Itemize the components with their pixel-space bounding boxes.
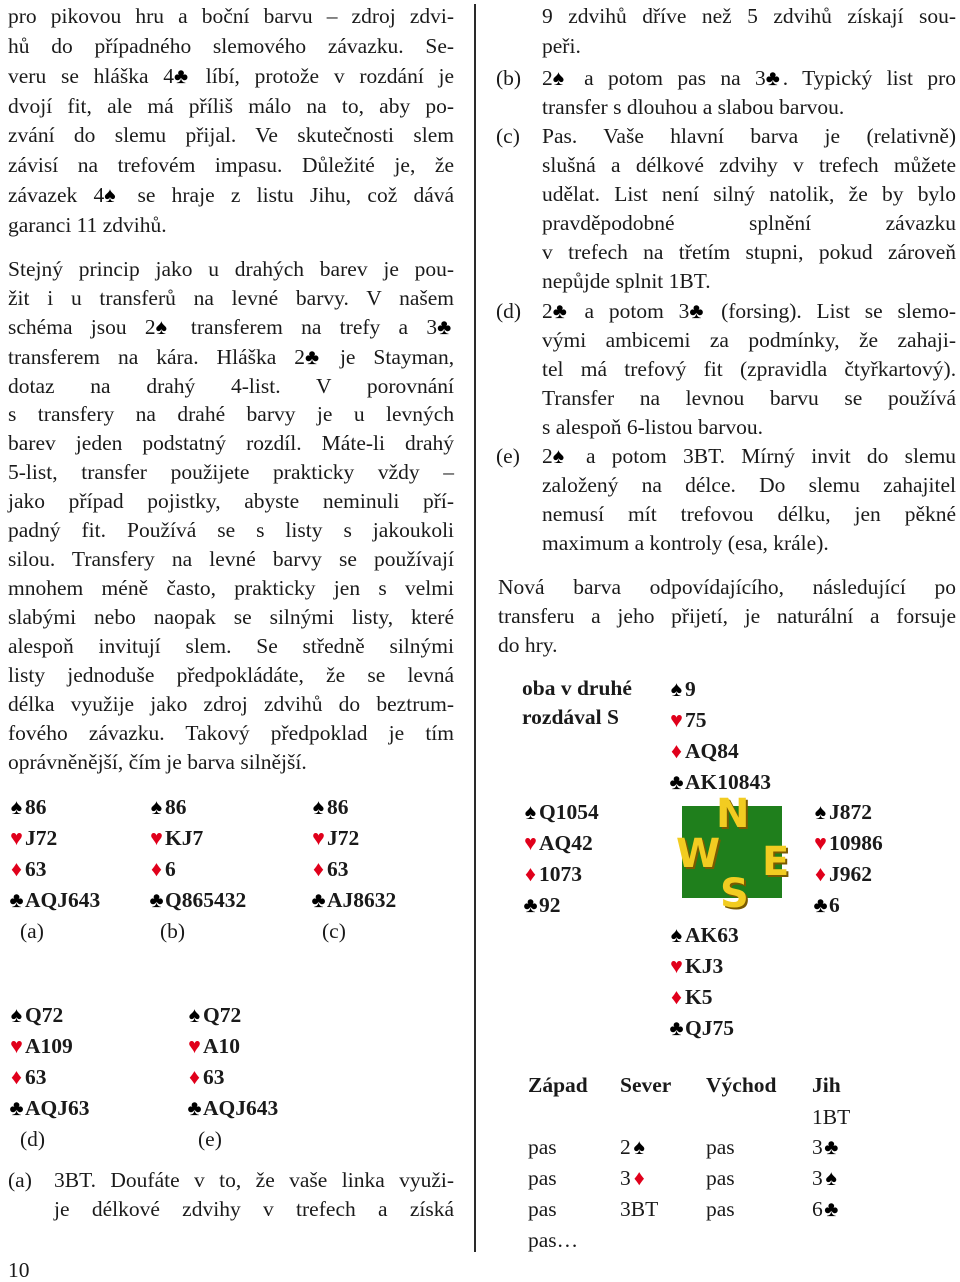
hand-clubs: [310, 886, 396, 914]
spade-icon: ♠: [552, 444, 565, 468]
hand-diamonds: [148, 855, 176, 883]
text-line: jako případ pojistky, abyste neminuli pří-: [8, 489, 455, 513]
club-icon: ♣: [9, 888, 24, 912]
hand-clubs: [186, 1094, 278, 1122]
hand-cards: 63: [25, 857, 47, 881]
answer-line: pravděpodobné splnění závazku: [542, 211, 957, 235]
answer-line: maximum a kontroly (esa, krále).: [542, 531, 829, 555]
spade-icon: ♠: [552, 66, 565, 90]
club-icon: ♣: [689, 299, 704, 323]
hand-clubs: [8, 886, 100, 914]
hand-label: (e): [198, 1127, 222, 1151]
hand-hearts: [8, 1032, 73, 1060]
answer-marker: (e): [496, 444, 520, 468]
answer-line: udělat. List není silný natolik, že by bylo: [542, 182, 956, 206]
text-line: silou. Transfery na levné barvy se používají: [8, 547, 454, 571]
hand-cards: AK10843: [685, 770, 771, 794]
club-icon: ♣: [174, 64, 189, 88]
text-line: slabými nebo naopak se silnými listy, které: [8, 605, 454, 629]
compass-north: N: [716, 791, 750, 837]
hand-cards: 9: [685, 677, 696, 701]
spade-icon: ♠: [814, 800, 827, 824]
auction-bid: 1BT: [812, 1105, 851, 1129]
hand-cards: AJ8632: [327, 888, 397, 912]
hand-cards: A109: [25, 1034, 73, 1058]
diamond-icon: ♦: [11, 1065, 22, 1089]
club-icon: ♣: [824, 1197, 839, 1221]
hand-cards: AQ42: [539, 831, 593, 855]
text-line: barev jeden podstatný rozdíl. Máte-li drahý: [8, 431, 455, 455]
hand-spades: [148, 793, 187, 821]
deal-label: rozdával S: [522, 705, 619, 729]
heart-icon: ♥: [814, 831, 827, 855]
text-line: transferem na kára. Hláška 2♣ je Stayman,: [8, 345, 455, 369]
north-hand-diamonds: [668, 737, 739, 765]
hand-cards: KJ3: [685, 954, 724, 978]
auction-bid: 3BT: [620, 1197, 659, 1221]
hand-cards: KJ7: [165, 826, 204, 850]
compass-south: S: [720, 871, 749, 917]
hand-hearts: [186, 1032, 240, 1060]
answer-line: Pas. Vaše hlavní barva je (relativně): [542, 124, 957, 148]
hand-spades: [186, 1001, 241, 1029]
text-line: s transfery na drahé barvy je u levných: [8, 402, 455, 426]
hand-cards: QJ75: [685, 1016, 734, 1040]
club-icon: ♣: [552, 299, 567, 323]
hand-cards: 10986: [829, 831, 883, 855]
text-line: veru se hláška 4♣ líbí, protože v rozdání je: [8, 64, 455, 88]
hand-cards: 75: [685, 708, 707, 732]
hand-cards: J72: [25, 826, 58, 850]
answer-line: vými ambicemi za podmínky, že zahaji-: [542, 328, 956, 352]
answer-line: 2♠ a potom pas na 3♣ . Typický list pro: [542, 66, 957, 90]
auction-header: Východ: [706, 1073, 777, 1097]
spade-icon: ♠: [633, 1135, 645, 1159]
text-line: délka využije jako zdroj zdvihů do beztrum-: [8, 692, 455, 716]
hand-cards: AQJ643: [25, 888, 101, 912]
spade-icon: ♠: [312, 795, 325, 819]
hand-cards: J962: [829, 862, 872, 886]
heart-icon: ♥: [670, 708, 683, 732]
hand-hearts: [8, 824, 57, 852]
club-icon: ♣: [813, 893, 828, 917]
compass-card: [676, 791, 790, 917]
diamond-icon: ♦: [671, 985, 682, 1009]
diamond-icon: ♦: [313, 857, 324, 881]
spade-icon: ♠: [670, 677, 683, 701]
west-hand-diamonds: [522, 860, 582, 888]
club-icon: ♣: [523, 893, 538, 917]
hand-cards: 86: [25, 795, 47, 819]
compass-east: E: [762, 839, 790, 885]
answer-line: Transfer na levnou barvu se používá: [542, 386, 957, 410]
north-hand-hearts: [668, 706, 707, 734]
diamond-icon: ♦: [11, 857, 22, 881]
text-line: pro pikovou hru a boční barvu – zdroj zdvi-: [8, 4, 455, 28]
answer-line: nepůjde splnit 1BT.: [542, 269, 711, 293]
hand-cards: Q865432: [165, 888, 247, 912]
south-hand-spades: [668, 921, 739, 949]
hand-hearts: [148, 824, 203, 852]
club-icon: ♣: [669, 770, 684, 794]
auction-bid: pas: [706, 1197, 735, 1221]
hand-cards: AQJ643: [203, 1096, 279, 1120]
club-icon: ♣: [304, 345, 320, 369]
auction-bid: 6♣: [812, 1197, 839, 1221]
text-line: dvojí fit, ale má příliš málo na to, aby po-: [8, 94, 455, 118]
heart-icon: ♥: [150, 826, 163, 850]
hand-cards: 63: [203, 1065, 225, 1089]
auction-bid: 2 ♠: [620, 1133, 648, 1161]
club-icon: ♣: [669, 1016, 684, 1040]
hand-label: (a): [20, 919, 44, 943]
spade-icon: ♠: [188, 1003, 201, 1027]
hand-clubs: [8, 1094, 90, 1122]
auction-bid: pas: [706, 1166, 735, 1190]
club-icon: ♣: [149, 888, 164, 912]
text-line: do hry.: [498, 633, 558, 657]
club-icon: ♣: [9, 1096, 24, 1120]
club-icon: ♣: [765, 66, 780, 90]
hand-cards: 6: [829, 893, 840, 917]
hand-diamonds: [186, 1063, 225, 1091]
auction-header: Západ: [528, 1073, 588, 1097]
text-line: žit i u transferů na levné barvy. V našem: [8, 286, 455, 310]
hand-hearts: [310, 824, 359, 852]
hand-cards: 63: [25, 1065, 47, 1089]
hand-cards: J872: [829, 800, 872, 824]
answer-line: slušná a délkové zdvihy v trefech můžete: [542, 153, 957, 177]
text-line: alespoň invitují slem. Se středně silnými: [8, 634, 454, 658]
hand-spades: [310, 793, 349, 821]
auction-bid: 3♣: [812, 1135, 839, 1159]
text-line: padný fit. Používá se s listy s jakoukoli: [8, 518, 455, 542]
north-hand-spades: [668, 675, 696, 703]
hand-diamonds: [310, 855, 349, 883]
diamond-icon: ♦: [525, 862, 536, 886]
club-icon: ♣: [824, 1135, 839, 1159]
spade-icon: ♠: [670, 923, 683, 947]
west-hand-hearts: [522, 829, 593, 857]
east-hand-spades: [812, 798, 872, 826]
heart-icon: ♥: [188, 1034, 201, 1058]
hand-cards: 1073: [539, 862, 582, 886]
answer-line: je délkové zdvihy v trefech a získá: [54, 1197, 455, 1221]
auction-bid: pas…: [528, 1228, 579, 1252]
auction-bid: 3 ♠: [812, 1164, 840, 1192]
hand-cards: K5: [685, 985, 713, 1009]
hand-cards: A10: [203, 1034, 241, 1058]
heart-icon: ♥: [10, 1034, 23, 1058]
east-hand-clubs: [812, 891, 840, 919]
answer-line: nemusí mít trefovou délku, jen pěkné: [542, 502, 957, 526]
text-line: Stejný princip jako u drahých barev je pou-: [8, 257, 455, 281]
answer-marker: (b): [496, 66, 522, 90]
auction-bid: pas: [528, 1197, 557, 1221]
answer-line: transfer s dlouhou a slabou barvou.: [542, 95, 845, 119]
compass-west: W: [676, 831, 721, 877]
answer-line: s alespoň 6-listou barvou.: [542, 415, 764, 439]
text-line: závazek 4♠ se hraje z listu Jihu, což dává: [8, 183, 455, 207]
answer-line: v trefech na třetím stupni, pokud zároveň: [542, 240, 957, 264]
auction-header: Jih: [812, 1073, 841, 1097]
hand-cards: AQ84: [685, 739, 739, 763]
answer-line: 9 zdvihů dříve než 5 zdvihů získají sou-: [542, 4, 956, 28]
text-line: zvání do slemu přijal. Ve skutečnosti slem: [8, 123, 454, 147]
hand-diamonds: [8, 855, 47, 883]
spade-icon: ♠: [10, 795, 23, 819]
hand-spades: [8, 793, 47, 821]
hand-cards: Q72: [25, 1003, 64, 1027]
auction-bid: 3 ♦: [620, 1164, 648, 1192]
diamond-icon: ♦: [815, 862, 826, 886]
page-number: 10: [8, 1258, 30, 1282]
answer-line: tel má trefový fit (zpravidla čtyřkartový).: [542, 357, 957, 381]
west-hand-spades: [522, 798, 599, 826]
hand-clubs: [148, 886, 246, 914]
diamond-icon: ♦: [189, 1065, 200, 1089]
text-line: oprávněnější, čím je barva silnější.: [8, 750, 307, 774]
heart-icon: ♥: [524, 831, 537, 855]
auction-bid: pas: [706, 1135, 735, 1159]
deal-label: oba v druhé: [522, 676, 632, 700]
answer-marker: (d): [496, 299, 522, 323]
hand-cards: 63: [327, 857, 349, 881]
spade-icon: ♠: [104, 183, 116, 207]
answer-line: 2♣ a potom 3♣ (forsing). List se slemo-: [542, 299, 957, 323]
hand-label: (c): [322, 919, 346, 943]
south-hand-diamonds: [668, 983, 712, 1011]
hand-cards: 86: [327, 795, 349, 819]
heart-icon: ♥: [10, 826, 23, 850]
auction-header: Sever: [620, 1073, 672, 1097]
hand-cards: 86: [165, 795, 187, 819]
text-line: listy jednoduše předpokládáte, že se levná: [8, 663, 455, 687]
heart-icon: ♥: [670, 954, 683, 978]
east-hand-diamonds: [812, 860, 872, 888]
hand-cards: AK63: [685, 923, 739, 947]
spade-icon: ♠: [155, 315, 168, 339]
text-line: Nová barva odpovídajícího, následující po: [498, 575, 957, 599]
heart-icon: ♥: [312, 826, 325, 850]
spade-icon: ♠: [150, 795, 163, 819]
auction-bid: pas: [528, 1135, 557, 1159]
answer-marker: (c): [496, 124, 520, 148]
club-icon: ♣: [187, 1096, 202, 1120]
hand-spades: [8, 1001, 63, 1029]
answer-marker: (a): [8, 1168, 32, 1192]
auction-bid: pas: [528, 1166, 557, 1190]
text-line: garanci 11 zdvihů.: [8, 213, 167, 237]
west-hand-clubs: [522, 891, 561, 919]
diamond-icon: ♦: [633, 1166, 645, 1190]
south-hand-clubs: [668, 1014, 734, 1042]
text-line: schéma jsou 2♠ transferem na trefy a 3♣: [8, 313, 454, 341]
text-line: mnohem méně často, prakticky jen s velmi: [8, 576, 454, 600]
text-line: fového závazku. Takový předpoklad je tím: [8, 721, 455, 745]
hand-cards: 6: [165, 857, 176, 881]
hand-label: (b): [160, 919, 186, 943]
club-icon: ♣: [437, 315, 452, 339]
hand-cards: Q72: [203, 1003, 242, 1027]
club-icon: ♣: [311, 888, 326, 912]
text-line: hů do případného slemového závazku. Se-: [8, 34, 455, 58]
answer-line: 3BT. Doufáte v to, že vaše linka využi-: [54, 1168, 455, 1192]
diamond-icon: ♦: [671, 739, 682, 763]
answer-line: peři.: [542, 34, 581, 58]
hand-label: (d): [20, 1127, 46, 1151]
spade-icon: ♠: [825, 1166, 837, 1190]
diamond-icon: ♦: [151, 857, 162, 881]
hand-cards: J72: [327, 826, 360, 850]
east-hand-hearts: [812, 829, 883, 857]
hand-cards: Q1054: [539, 800, 599, 824]
hand-cards: 92: [539, 893, 561, 917]
text-line: závisí na trefovém impasu. Důležité je, že: [8, 153, 454, 177]
south-hand-hearts: [668, 952, 723, 980]
answer-line: založený na délce. Do slemu zahajitel: [542, 473, 957, 497]
hand-diamonds: [8, 1063, 47, 1091]
spade-icon: ♠: [524, 800, 537, 824]
spade-icon: ♠: [10, 1003, 23, 1027]
answer-line: 2♠ a potom 3BT. Mírný invit do slemu: [542, 444, 957, 468]
hand-cards: AQJ63: [25, 1096, 90, 1120]
text-line: dotaz na drahý 4-list. V porovnání: [8, 374, 455, 398]
text-line: transferu a jeho přijetí, je naturální a forsuje: [498, 604, 957, 628]
column-divider: [474, 4, 476, 1252]
text-line: 5-list, transfer použijete prakticky vždy –: [8, 460, 455, 484]
